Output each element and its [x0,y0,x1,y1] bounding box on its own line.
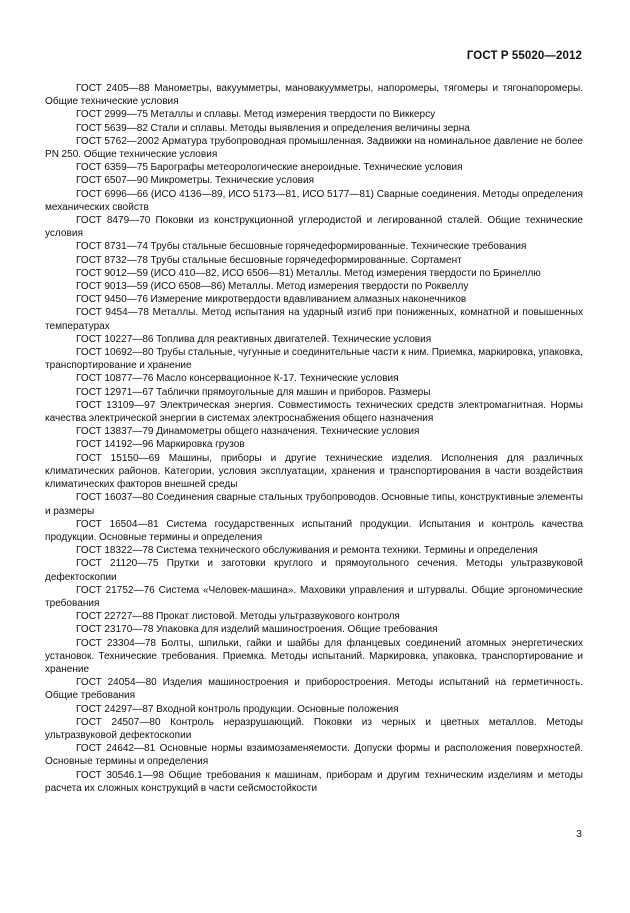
reference-item: ГОСТ 18322—78 Система технического обслуживания и ремонта техники. Термины и определения [76,545,538,557]
reference-item: ГОСТ 10692—80 Трубы стальные, чугунные и соединительные части к ним. Приемка, маркировка, упаковка, транспортирование и хранение [45,347,583,372]
document-code-header: ГОСТ Р 55020—2012 [466,50,582,62]
reference-item: ГОСТ 8732—78 Трубы стальные бесшовные горячедеформированные. Сортамент [76,254,462,266]
reference-item: ГОСТ 22727—88 Прокат листовой. Методы ультразвукового контроля [76,611,400,623]
reference-item: ГОСТ 6359—75 Барографы метеорологические анероидные. Технические условия [76,162,463,174]
reference-item: ГОСТ 8731—74 Трубы стальные бесшовные горячедеформированные. Технические требования [76,241,527,253]
reference-item: ГОСТ 14192—96 Маркировка грузов [76,439,245,451]
reference-item: ГОСТ 6507—90 Микрометры. Технические условия [76,175,315,187]
reference-item: ГОСТ 15150—69 Машины, приборы и другие технические изделия. Исполнения для различных климатических районов. Категории, условия эксплуатации, хранения и транспортирования в части воздействия климатических факторов внешней среды [45,452,583,491]
page-number: 3 [576,828,582,840]
reference-item: ГОСТ 8479—70 Поковки из конструкционной углеродистой и легированной сталей. Общие технические условия [45,215,583,240]
reference-item: ГОСТ 24507—80 Контроль неразрушающий. Поковки из черных и цветных металлов. Методы ультразвуковой дефектоскопии [45,716,583,741]
reference-item: ГОСТ 21752—76 Система «Человек-машина». Маховики управления и штурвалы. Общие эргономические требования [45,584,583,609]
reference-item: ГОСТ 23304—78 Болты, шпильки, гайки и шайбы для фланцевых соединений атомных энергетических установок. Технические требования. Приемка. Методы испытаний. Маркировка, упаковка, транспортирование и хранение [45,637,583,675]
reference-item: ГОСТ 9013—59 (ИСО 6508—86) Металлы. Метод измерения твердости по Роквеллу [76,281,469,293]
reference-item: ГОСТ 12971—67 Таблички прямоугольные для машин и приборов. Размеры [76,386,431,398]
reference-item: ГОСТ 9454—78 Металлы. Метод испытания на ударный изгиб при пониженных, комнатной и повышенных температурах [45,307,583,332]
reference-item: ГОСТ 24297—87 Входной контроль продукции. Основные положения [76,703,399,715]
reference-item: ГОСТ 5762—2002 Арматура трубопроводная промышленная. Задвижки на номинальное давление не более PN 250. Общие технические условия [45,135,583,161]
reference-item: ГОСТ 9450—76 Измерение микротвердости вдавливанием алмазных наконечников [76,294,467,306]
reference-item: ГОСТ 24642—81 Основные нормы взаимозаменяемости. Допуски формы и расположения поверхностей. Основные термины и определения [45,743,583,768]
reference-item: ГОСТ 10227—86 Топлива для реактивных двигателей. Технические условия [76,333,432,345]
reference-item: ГОСТ 6996—66 (ИСО 4136—89, ИСО 5173—81, ИСО 5177—81) Сварные соединения. Методы определения механических свойств [45,188,583,213]
reference-item: ГОСТ 2999—75 Металлы и сплавы. Метод измерения твердости по Виккерсу [76,109,436,121]
reference-item: ГОСТ 5639—82 Стали и сплавы. Методы выявления и определения величины зерна [76,122,470,134]
normative-references-list [45,82,583,795]
reference-item: ГОСТ 23170—78 Упаковка для изделий машиностроения. Общие требования [76,624,438,636]
reference-item: ГОСТ 16504—81 Система государственных испытаний продукции. Испытания и контроль качества продукции. Основные термины и определения [45,518,583,543]
reference-item: ГОСТ 13109—97 Электрическая энергия. Совместимость технических средств электромагнитная. Нормы качества электрической энергии в системах электроснабжения общего назначения [45,399,583,425]
reference-item: ГОСТ 21120—75 Прутки и заготовки круглого и прямоугольного сечения. Методы ультразвуковой дефектоскопии [45,558,583,583]
reference-item: ГОСТ 10877—76 Масло консервационное К-17. Технические условия [76,373,399,385]
reference-item: ГОСТ 16037—80 Соединения сварные стальных трубопроводов. Основные типы, конструктивные элементы и размеры [45,492,583,517]
reference-item: ГОСТ 30546.1—98 Общие требования к машинам, приборам и другим техническим изделиям и методы расчета их сложных конструкций в части сейсмостойкости [45,769,583,794]
reference-item: ГОСТ 13837—79 Динамометры общего назначения. Технические условия [76,426,420,438]
reference-item: ГОСТ 24054—80 Изделия машиностроения и приборостроения. Методы испытаний на герметичность. Общие требования [45,677,583,702]
reference-item: ГОСТ 9012—59 (ИСО 410—82, ИСО 6506—81) Металлы. Метод измерения твердости по Бринеллю [76,267,541,279]
reference-item: ГОСТ 2405—88 Манометры, вакуумметры, мановакуумметры, напоромеры, тягомеры и тягонапоромеры. Общие технические условия [45,83,583,108]
